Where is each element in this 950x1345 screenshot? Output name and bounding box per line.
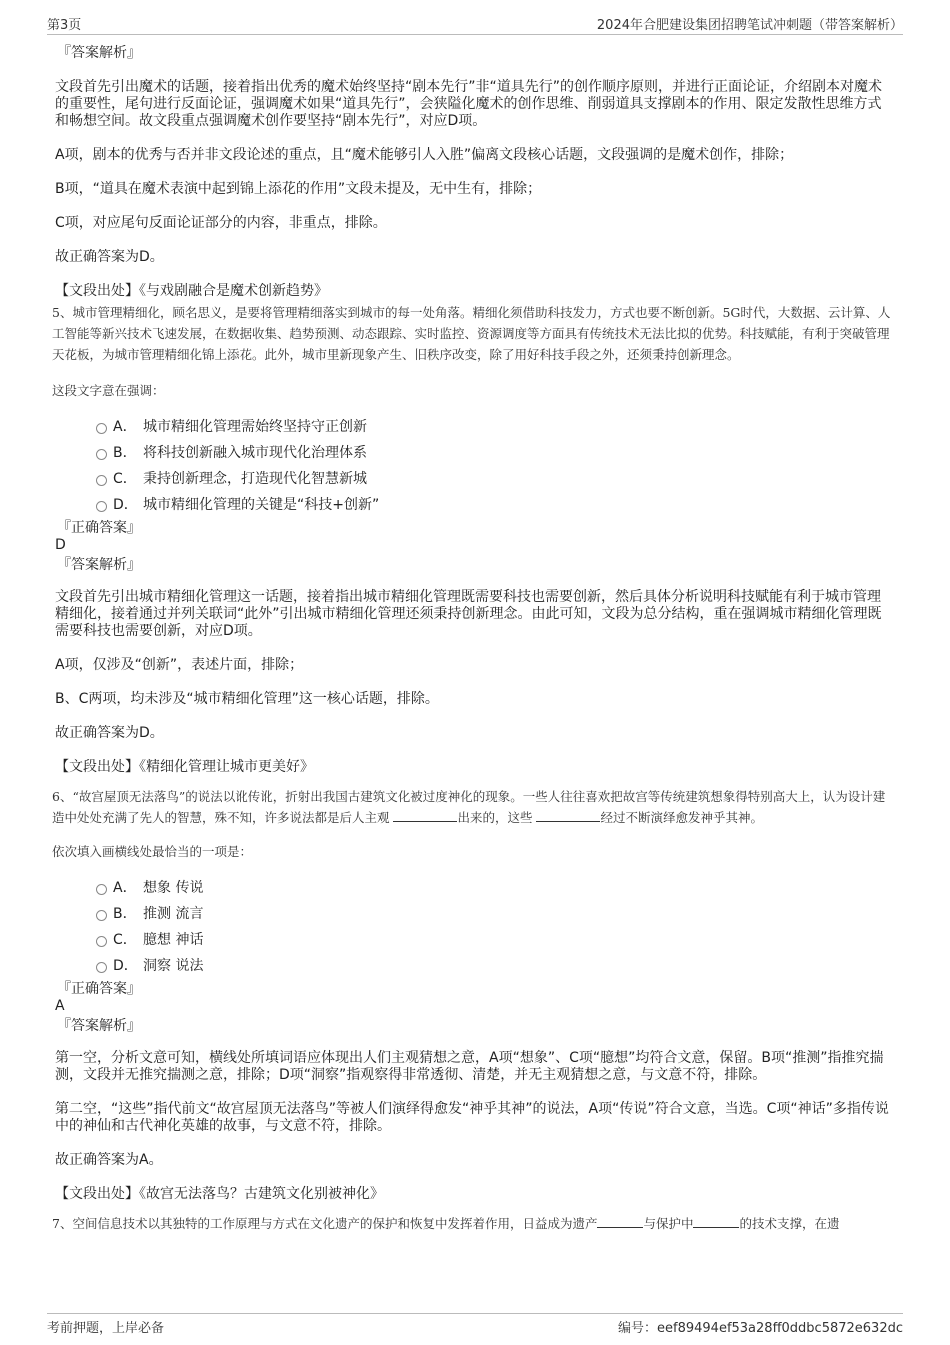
q5-analysis-label: 『答案解析』: [57, 557, 141, 573]
fill-blank: [536, 809, 600, 822]
q5-option-c[interactable]: C． 秉持创新理念，打造现代化智慧新城: [55, 466, 892, 492]
q5-option-a[interactable]: A． 城市精细化管理需始终坚持守正创新: [55, 414, 892, 440]
q6-correct-answer: A: [55, 998, 65, 1014]
radio-icon[interactable]: [96, 962, 107, 973]
radio-icon[interactable]: [96, 449, 107, 460]
q6-analysis-paragraph-2: 第二空，“这些”指代前文“故宫屋顶无法落鸟”等被人们演绎得愈发“神乎其神”的说法，A项“传说”符合文意，当选。C项“神话”多指传说中的神仙和古代神化英雄的故事，与文意不符，排除。: [55, 1101, 889, 1134]
q5-analysis-option-bc: B、C两项，均未涉及“城市精细化管理”这一核心话题，排除。: [55, 691, 439, 707]
page-footer: [47, 1313, 903, 1337]
q4-source: 【文段出处】《与戏剧融合是魔术创新趋势》: [55, 283, 328, 299]
radio-icon[interactable]: [96, 475, 107, 486]
document-title: 2024年合肥建设集团招聘笔试冲刺题（带答案解析）: [596, 18, 903, 33]
q6-option-b[interactable]: B． 推测 流言: [55, 901, 892, 927]
q7-stem: 7、空间信息技术以其独特的工作原理与方式在文化遗产的保护和恢复中发挥着作用，日益成为遗产 与保护中 的技术支撑，在遗: [52, 1216, 840, 1231]
q6-source: 【文段出处】《故宫无法落鸟？古建筑文化别被神化》: [55, 1186, 384, 1202]
q6-analysis-label: 『答案解析』: [57, 1018, 141, 1034]
radio-icon[interactable]: [96, 936, 107, 947]
fill-blank: [393, 809, 457, 822]
q6-conclusion: 故正确答案为A。: [55, 1152, 163, 1168]
q5-correct-label: 『正确答案』: [57, 520, 141, 536]
radio-icon[interactable]: [96, 423, 107, 434]
q5-option-d[interactable]: D． 城市精细化管理的关键是“科技+创新”: [55, 492, 892, 518]
q6-stem: 6、“故宫屋顶无法落鸟”的说法以讹传讹，折射出我国古建筑文化被过度神化的现象。一些人往往喜欢把故宫等传统建筑想象得特别高大上，认为设计建造中处处充满了先人的智慧，殊不知，许多说法都是后人主观 出来的，这些 经过不断演绎愈发神乎其神。: [52, 789, 886, 825]
q5-options: [55, 414, 892, 518]
q5-conclusion: 故正确答案为D。: [55, 725, 164, 741]
q5-option-b[interactable]: B． 将科技创新融入城市现代化治理体系: [55, 440, 892, 466]
q5-source: 【文段出处】《精细化管理让城市更美好》: [55, 759, 314, 775]
page-content: [52, 44, 892, 1234]
q5-prompt: 这段文字意在强调：: [52, 383, 165, 398]
fill-blank: [693, 1215, 739, 1228]
q6-option-c[interactable]: C． 臆想 神话: [55, 927, 892, 953]
q4-analysis-option-b: B项，“道具在魔术表演中起到锦上添花的作用”文段未提及，无中生有，排除；: [55, 181, 542, 197]
fill-blank: [597, 1215, 643, 1228]
radio-icon[interactable]: [96, 884, 107, 895]
q5-analysis-option-a: A项，仅涉及“创新”，表述片面，排除；: [55, 657, 304, 673]
q5-analysis-paragraph: 文段首先引出城市精细化管理这一话题，接着指出城市精细化管理既需要科技也需要创新，然后具体分析说明科技赋能有利于城市管理精细化，接着通过并列关联词“此外”引出城市精细化管理还须秉持创新理念。由此可知，文段为总分结构，重在强调城市精细化管理既需要科技也需要创新，对应D项。: [55, 589, 882, 639]
q4-conclusion: 故正确答案为D。: [55, 249, 164, 265]
radio-icon[interactable]: [96, 501, 107, 512]
q6-prompt: 依次填入画横线处最恰当的一项是：: [52, 844, 253, 859]
q5-stem: 5、城市管理精细化，顾名思义，是要将管理精细落实到城市的每一处角落。精细化须借助科技发力，方式也要不断创新。5G时代，大数据、云计算、人工智能等新兴技术飞速发展，在数据收集、趋势预测、动态跟踪、实时监控、资源调度等方面具有传统技术无法比拟的优势。科技赋能，有利于突破管理天花板，为城市管理精细化锦上添花。此外，城市里新现象产生、旧秩序改变，除了用好科技手段之外，还须秉持创新理念。: [52, 305, 891, 362]
q4-analysis-label: 『答案解析』: [57, 45, 141, 61]
q5-correct-answer: D: [55, 537, 66, 553]
q4-analysis-option-a: A项，剧本的优秀与否并非文段论述的重点，且“魔术能够引人入胜”偏离文段核心话题，文段强调的是魔术创作，排除；: [55, 147, 794, 163]
page-number: 第3页: [47, 18, 82, 33]
page-header: [47, 14, 903, 35]
q6-option-d[interactable]: D． 洞察 说法: [55, 953, 892, 979]
q6-option-a[interactable]: A． 想象 传说: [55, 875, 892, 901]
q6-analysis-paragraph-1: 第一空，分析文意可知，横线处所填词语应体现出人们主观猜想之意，A项“想象”、C项“臆想”均符合文意，保留。B项“推测”指推究揣测，文段并无推究揣测之意，排除；D项“洞察”指观察得非常透彻、清楚，并无主观猜想之意，与文意不符，排除。: [55, 1050, 884, 1083]
q6-options: [55, 875, 892, 979]
footer-slogan: 考前押题，上岸必备: [47, 1321, 165, 1336]
q4-analysis-paragraph: 文段首先引出魔术的话题，接着指出优秀的魔术始终坚持“剧本先行”非“道具先行”的创作顺序原则，并进行正面论证，介绍剧本对魔术的重要性，尾句进行反面论证，强调魔术如果“道具先行”，会狭隘化魔术的创作思维、削弱道具支撑剧本的作用、限定发散性思维方式和畅想空间。故文段重点强调魔术创作要坚持“剧本先行”，对应D项。: [55, 79, 883, 129]
document-code: 编号：eef89494ef53a28ff0ddbc5872e632dc: [618, 1321, 903, 1336]
q4-analysis-option-c: C项，对应尾句反面论证部分的内容，非重点，排除。: [55, 215, 387, 231]
radio-icon[interactable]: [96, 910, 107, 921]
q6-correct-label: 『正确答案』: [57, 981, 141, 997]
